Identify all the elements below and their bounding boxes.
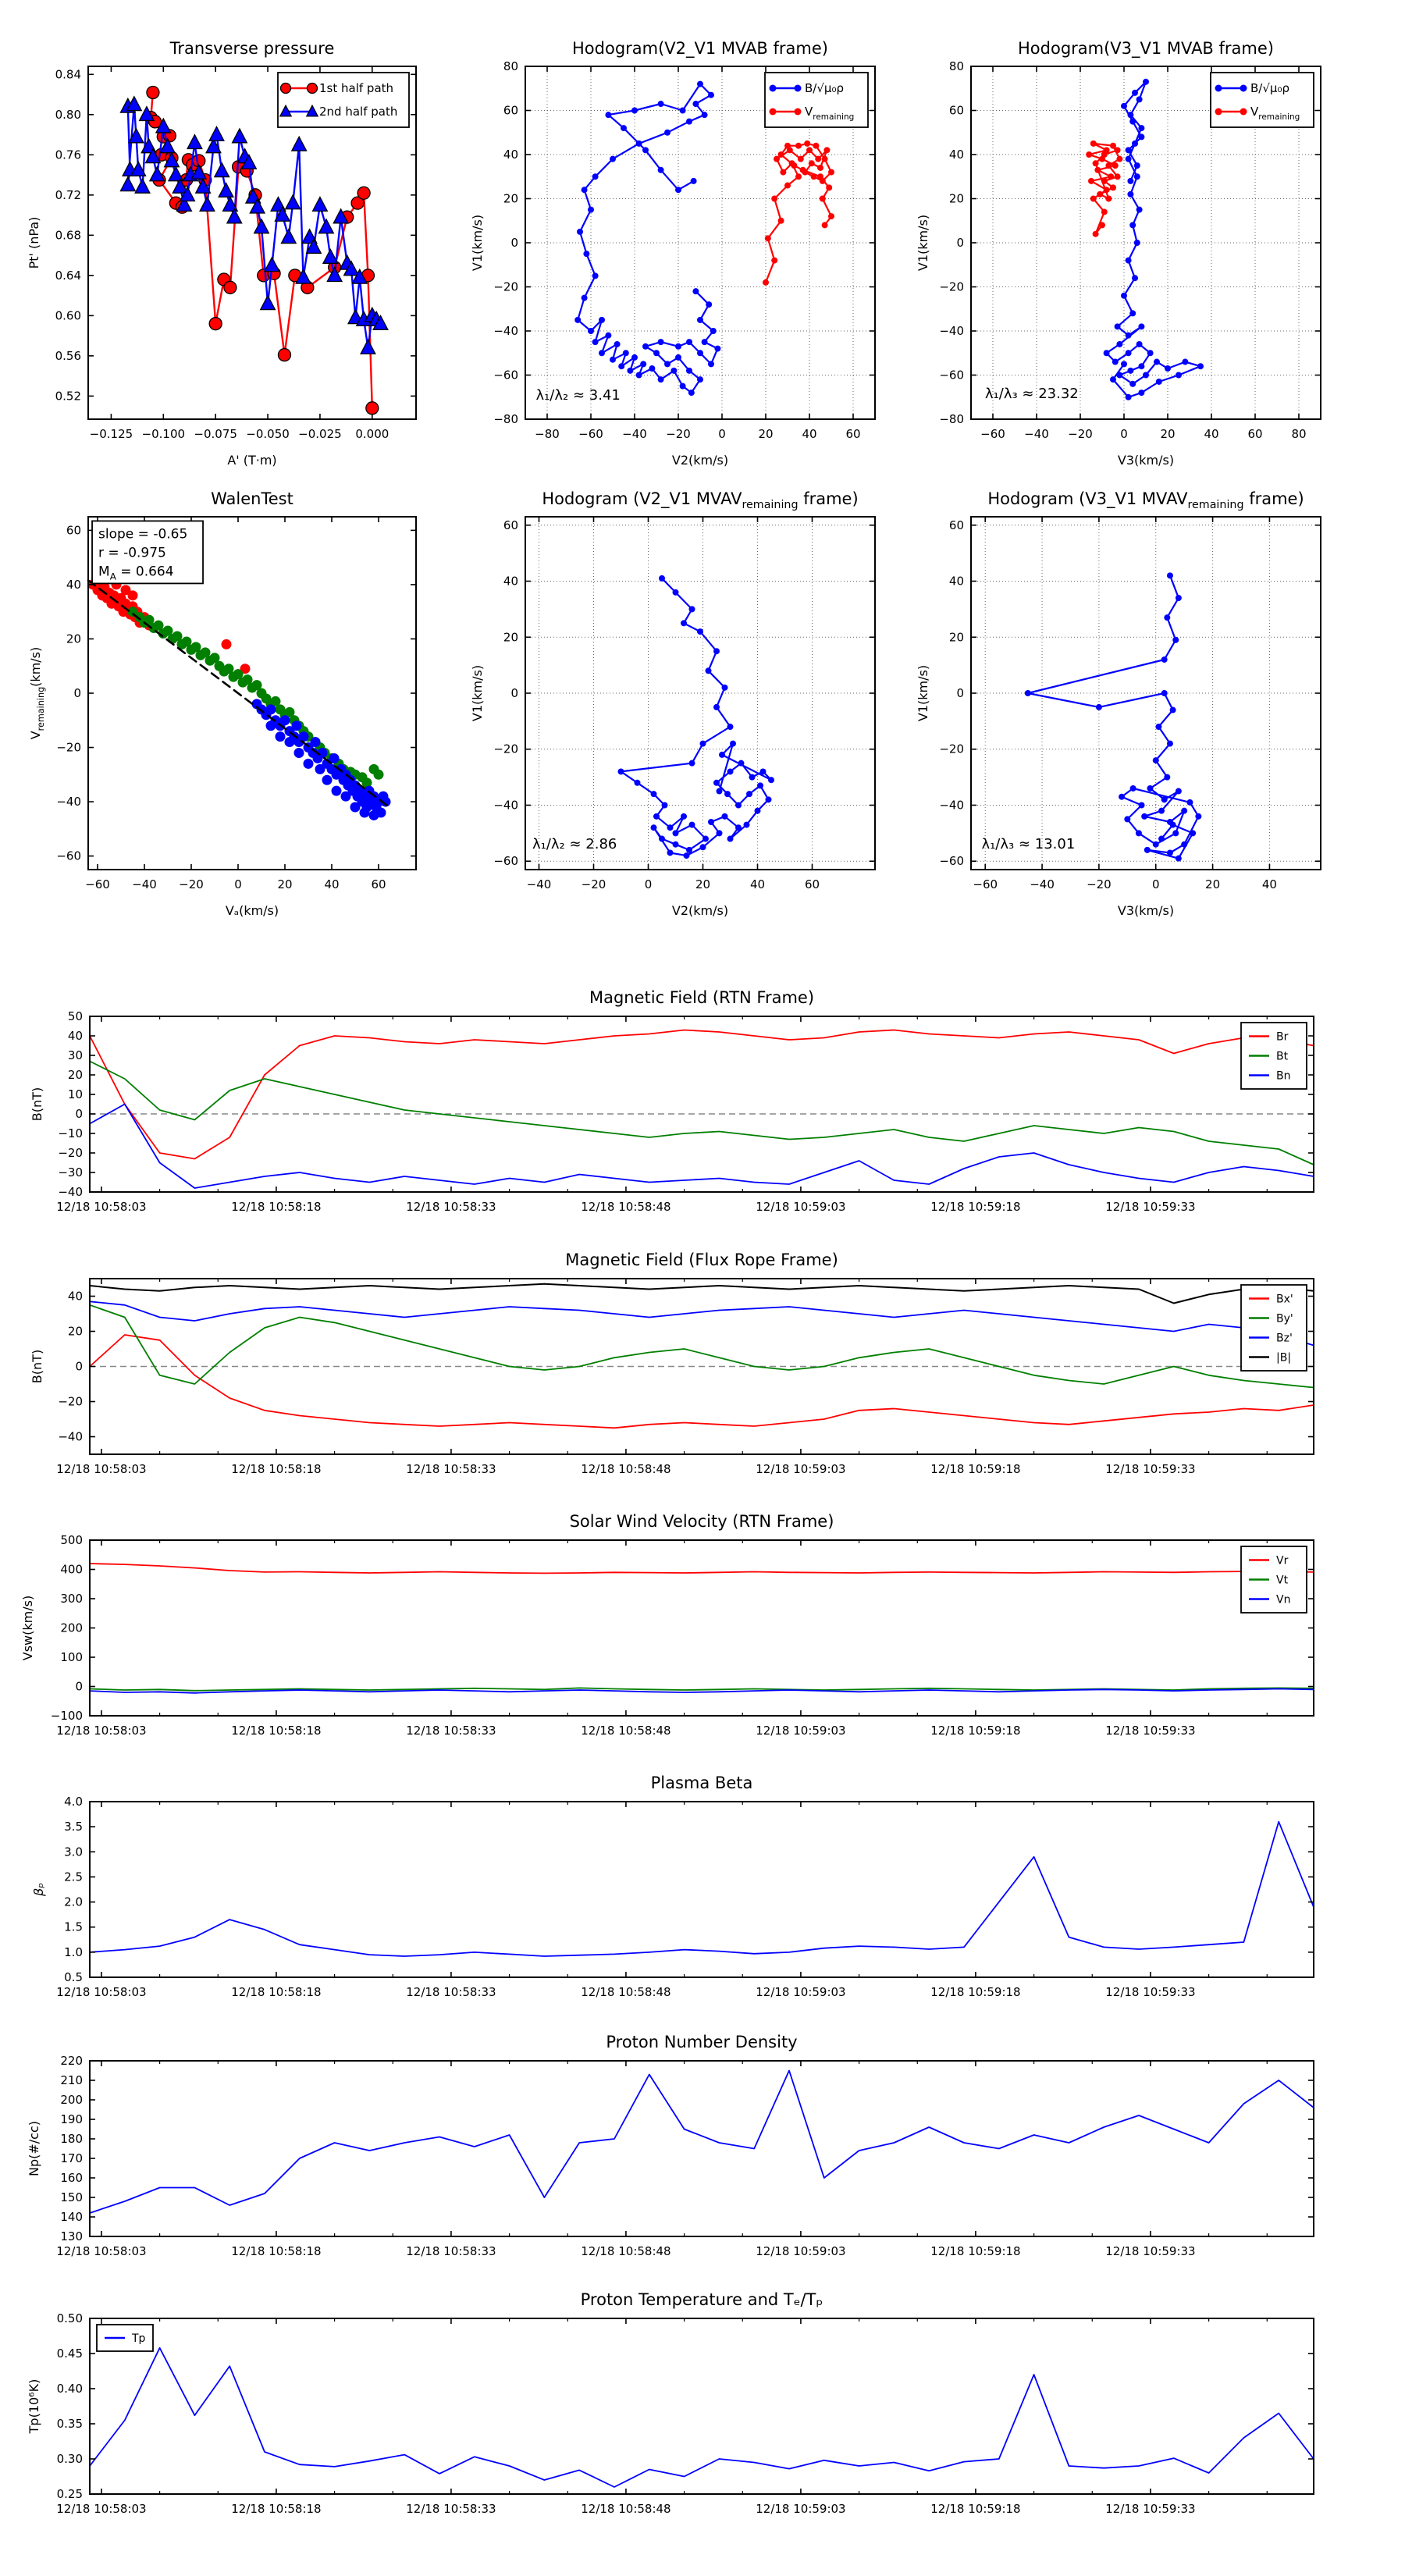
svg-text:0.25: 0.25 bbox=[56, 2487, 83, 2501]
svg-text:−0.100: −0.100 bbox=[141, 427, 186, 441]
series-v-remaining-path bbox=[618, 575, 775, 859]
svg-text:0: 0 bbox=[73, 686, 81, 700]
svg-text:40: 40 bbox=[1204, 427, 1219, 441]
svg-text:Vremaining: $V_{remaining}$ bbox=[1250, 105, 1300, 122]
svg-text:60: 60 bbox=[503, 518, 518, 532]
svg-text:V2(km/s): V2(km/s) bbox=[671, 903, 729, 918]
series-layer bbox=[90, 1564, 1314, 1693]
svg-text:170: 170 bbox=[60, 2151, 83, 2165]
chart-title-magnetic-field-rtn: Magnetic Field (RTN Frame) bbox=[589, 988, 815, 1007]
chart-proton-number-density bbox=[27, 2054, 1314, 2258]
svg-text:40: 40 bbox=[67, 1289, 83, 1304]
svg-text:12/18 10:58:18: 12/18 10:58:18 bbox=[231, 1724, 322, 1738]
svg-text:12/18 10:58:18: 12/18 10:58:18 bbox=[231, 2502, 322, 2516]
svg-text:B/√μ₀ρ: B/√μ₀ρ bbox=[805, 81, 844, 95]
svg-text:0: 0 bbox=[510, 236, 518, 250]
series-second-half-points bbox=[252, 699, 391, 820]
svg-text:−0.125: −0.125 bbox=[89, 427, 133, 441]
svg-text:0.5: 0.5 bbox=[64, 1970, 83, 1984]
svg-text:12/18 10:58:03: 12/18 10:58:03 bbox=[56, 1200, 147, 1214]
svg-text:0.45: 0.45 bbox=[56, 2347, 83, 2361]
series-v-remaining bbox=[763, 141, 834, 286]
svg-text:−40: −40 bbox=[56, 795, 81, 809]
tick-labels bbox=[56, 1795, 1195, 1999]
svg-text:V1(km/s): V1(km/s) bbox=[916, 664, 930, 722]
svg-text:λ₁/λ₂ ≈ 2.86: λ₁/λ₂ ≈ 2.86 bbox=[532, 835, 617, 852]
svg-text:0.000: 0.000 bbox=[355, 427, 389, 441]
svg-text:0: 0 bbox=[75, 1679, 83, 1694]
svg-text:12/18 10:59:18: 12/18 10:59:18 bbox=[930, 1462, 1021, 1476]
svg-text:60: 60 bbox=[1247, 427, 1263, 441]
svg-text:0.68: 0.68 bbox=[55, 228, 81, 243]
svg-text:−80: −80 bbox=[939, 412, 964, 426]
svg-text:−40: −40 bbox=[132, 877, 157, 891]
svg-text:λ₁/λ₃ ≈ 13.01: λ₁/λ₃ ≈ 13.01 bbox=[981, 835, 1076, 852]
legend bbox=[1211, 73, 1314, 127]
svg-text:0: 0 bbox=[510, 686, 518, 700]
legend bbox=[1241, 1546, 1307, 1613]
svg-text:Bt: Bt bbox=[1276, 1050, 1289, 1063]
svg-text:40: 40 bbox=[503, 148, 518, 162]
svg-text:400: 400 bbox=[60, 1562, 83, 1577]
svg-text:12/18 10:59:18: 12/18 10:59:18 bbox=[930, 1200, 1021, 1214]
svg-text:3.5: 3.5 bbox=[64, 1820, 83, 1834]
svg-text:Vn: Vn bbox=[1276, 1593, 1291, 1606]
axes-frame bbox=[90, 1016, 1314, 1192]
svg-text:12/18 10:59:33: 12/18 10:59:33 bbox=[1105, 2244, 1196, 2258]
series-layer bbox=[90, 1030, 1314, 1189]
chart-hodogram-v2v1-mvab bbox=[470, 59, 875, 468]
svg-text:−40: −40 bbox=[939, 798, 964, 813]
svg-text:V1(km/s): V1(km/s) bbox=[470, 214, 485, 272]
series-B-magnitude bbox=[90, 1284, 1314, 1304]
svg-text:12/18 10:59:33: 12/18 10:59:33 bbox=[1105, 2502, 1196, 2516]
series-v-remaining bbox=[1086, 141, 1122, 237]
svg-text:−20: −20 bbox=[58, 1146, 83, 1160]
svg-text:12/18 10:58:33: 12/18 10:58:33 bbox=[406, 1985, 496, 1999]
svg-text:40: 40 bbox=[948, 574, 964, 589]
svg-text:|B|: |B| bbox=[1276, 1351, 1292, 1364]
svg-text:−60: −60 bbox=[493, 368, 518, 382]
series-alfven-velocity bbox=[1104, 79, 1204, 400]
svg-text:Bz': Bz' bbox=[1276, 1332, 1293, 1345]
svg-text:4.0: 4.0 bbox=[64, 1795, 83, 1809]
svg-text:12/18 10:58:33: 12/18 10:58:33 bbox=[406, 1462, 496, 1476]
svg-text:−30: −30 bbox=[58, 1165, 83, 1179]
svg-text:−40: −40 bbox=[493, 798, 518, 813]
svg-text:−60: −60 bbox=[578, 427, 603, 441]
series-beta-p bbox=[90, 1822, 1314, 1956]
series-Bx-prime bbox=[90, 1335, 1314, 1428]
svg-text:12/18 10:59:18: 12/18 10:59:18 bbox=[930, 1724, 1021, 1738]
svg-text:Br: Br bbox=[1276, 1030, 1289, 1044]
svg-text:0.35: 0.35 bbox=[56, 2417, 83, 2431]
svg-text:20: 20 bbox=[1205, 877, 1221, 891]
svg-text:−20: −20 bbox=[1087, 877, 1112, 891]
svg-text:1st half path: 1st half path bbox=[319, 81, 394, 95]
svg-text:180: 180 bbox=[60, 2132, 83, 2146]
svg-text:Vt: Vt bbox=[1276, 1574, 1289, 1587]
svg-text:−20: −20 bbox=[493, 742, 518, 756]
svg-text:0.30: 0.30 bbox=[56, 2452, 83, 2466]
chart-title-solar-wind-velocity: Solar Wind Velocity (RTN Frame) bbox=[569, 1512, 834, 1531]
svg-text:40: 40 bbox=[67, 1029, 83, 1043]
svg-text:60: 60 bbox=[948, 103, 964, 118]
series-Bn bbox=[90, 1105, 1314, 1189]
svg-text:12/18 10:58:03: 12/18 10:58:03 bbox=[56, 1724, 147, 1738]
svg-text:60: 60 bbox=[948, 518, 964, 532]
svg-text:0.80: 0.80 bbox=[55, 107, 81, 122]
svg-text:Vremaining: $V_{remaining}$ bbox=[805, 105, 855, 122]
tick-labels bbox=[56, 1290, 1195, 1477]
svg-text:0.40: 0.40 bbox=[56, 2382, 83, 2396]
svg-text:B(nT): B(nT) bbox=[30, 1349, 44, 1384]
svg-text:V3(km/s): V3(km/s) bbox=[1117, 903, 1175, 918]
svg-text:−60: −60 bbox=[939, 368, 964, 382]
svg-text:50: 50 bbox=[67, 1009, 83, 1023]
series-layer bbox=[574, 81, 834, 397]
svg-text:12/18 10:58:18: 12/18 10:58:18 bbox=[231, 1985, 322, 1999]
svg-text:By': By' bbox=[1276, 1312, 1293, 1325]
svg-text:12/18 10:58:18: 12/18 10:58:18 bbox=[231, 1200, 322, 1214]
svg-text:60: 60 bbox=[371, 877, 386, 891]
svg-text:−60: −60 bbox=[973, 877, 998, 891]
svg-text:220: 220 bbox=[60, 2054, 83, 2068]
stats-box bbox=[92, 521, 203, 583]
svg-text:Tp: Tp bbox=[132, 2332, 146, 2345]
legend bbox=[1241, 1023, 1307, 1089]
svg-text:−60: −60 bbox=[56, 849, 81, 863]
svg-text:140: 140 bbox=[60, 2210, 83, 2224]
chart-hodogram-v3v1-mvav bbox=[916, 517, 1321, 918]
series-Vr bbox=[90, 1564, 1314, 1573]
svg-text:Bx': Bx' bbox=[1276, 1293, 1293, 1306]
svg-text:12/18 10:59:33: 12/18 10:59:33 bbox=[1105, 1724, 1196, 1738]
series-first-half-points bbox=[88, 574, 251, 674]
svg-text:0: 0 bbox=[644, 877, 653, 891]
tick-labels bbox=[56, 2054, 1195, 2258]
chart-title-proton-temperature: Proton Temperature and Tₑ/Tₚ bbox=[580, 2290, 823, 2309]
svg-text:−40: −40 bbox=[622, 427, 647, 441]
series-Br bbox=[90, 1030, 1314, 1159]
chart-solar-wind-velocity bbox=[20, 1533, 1314, 1738]
svg-text:1.0: 1.0 bbox=[64, 1944, 83, 1959]
svg-text:0: 0 bbox=[1120, 427, 1128, 441]
svg-text:−60: −60 bbox=[939, 854, 964, 869]
series-layer bbox=[1025, 572, 1202, 861]
svg-text:Vremaining(km/s): $V_{remaining}(km/s)$ bbox=[28, 646, 46, 740]
svg-text:40: 40 bbox=[749, 877, 766, 891]
svg-text:A' (T·m): A' (T·m) bbox=[227, 453, 277, 468]
svg-text:150: 150 bbox=[60, 2190, 83, 2204]
svg-text:10: 10 bbox=[67, 1087, 83, 1101]
svg-text:130: 130 bbox=[60, 2229, 83, 2243]
svg-text:V2(km/s): V2(km/s) bbox=[671, 453, 729, 468]
svg-text:12/18 10:58:03: 12/18 10:58:03 bbox=[56, 2244, 147, 2258]
svg-text:12/18 10:59:03: 12/18 10:59:03 bbox=[756, 1462, 846, 1476]
svg-text:60: 60 bbox=[845, 427, 861, 441]
svg-text:100: 100 bbox=[60, 1650, 83, 1664]
chart-title-plasma-beta: Plasma Beta bbox=[650, 1774, 753, 1792]
svg-text:200: 200 bbox=[60, 1621, 83, 1635]
svg-text:20: 20 bbox=[67, 1068, 83, 1082]
svg-text:12/18 10:59:33: 12/18 10:59:33 bbox=[1105, 1462, 1196, 1476]
svg-text:12/18 10:59:18: 12/18 10:59:18 bbox=[930, 1985, 1021, 1999]
svg-text:0.60: 0.60 bbox=[55, 308, 81, 323]
svg-text:12/18 10:58:18: 12/18 10:58:18 bbox=[231, 1462, 322, 1476]
grid bbox=[525, 517, 875, 870]
svg-text:−20: −20 bbox=[493, 279, 518, 294]
legend bbox=[1241, 1285, 1307, 1371]
svg-text:20: 20 bbox=[695, 877, 711, 891]
svg-text:slope = -0.65: slope = -0.65 bbox=[98, 526, 188, 543]
svg-text:40: 40 bbox=[948, 148, 964, 162]
svg-text:12/18 10:59:33: 12/18 10:59:33 bbox=[1105, 1200, 1196, 1214]
svg-text:0.76: 0.76 bbox=[55, 148, 81, 162]
svg-text:−40: −40 bbox=[58, 1429, 83, 1444]
svg-text:20: 20 bbox=[948, 630, 964, 645]
svg-text:12/18 10:58:33: 12/18 10:58:33 bbox=[406, 1724, 496, 1738]
svg-text:2nd half path: 2nd half path bbox=[319, 105, 398, 119]
svg-text:80: 80 bbox=[1291, 427, 1307, 441]
svg-text:20: 20 bbox=[758, 427, 774, 441]
series-layer bbox=[618, 575, 775, 859]
chart-plasma-beta bbox=[31, 1795, 1314, 1999]
series-layer bbox=[90, 2348, 1314, 2487]
svg-text:V1(km/s): V1(km/s) bbox=[916, 214, 930, 272]
svg-text:20: 20 bbox=[503, 630, 518, 645]
svg-text:40: 40 bbox=[503, 574, 518, 589]
svg-text:−60: −60 bbox=[85, 877, 110, 891]
svg-text:−40: −40 bbox=[1024, 427, 1049, 441]
svg-text:−100: −100 bbox=[50, 1709, 83, 1723]
svg-text:190: 190 bbox=[60, 2112, 83, 2126]
svg-text:MA = 0.664: $M_A = 0.664$ bbox=[98, 564, 174, 582]
chart-title-hodogram-v2v1-mvab: Hodogram(V2_V1 MVAB frame) bbox=[572, 39, 828, 58]
legend bbox=[278, 73, 409, 127]
svg-text:−0.050: −0.050 bbox=[246, 427, 290, 441]
svg-text:−20: −20 bbox=[939, 279, 964, 294]
svg-text:12/18 10:58:33: 12/18 10:58:33 bbox=[406, 1200, 496, 1214]
svg-text:80: 80 bbox=[948, 59, 964, 73]
svg-text:0: 0 bbox=[75, 1107, 83, 1121]
svg-text:12/18 10:58:33: 12/18 10:58:33 bbox=[406, 2244, 496, 2258]
svg-text:60: 60 bbox=[66, 523, 81, 538]
chart-magnetic-field-flux-rope bbox=[30, 1279, 1314, 1476]
svg-text:Vr: Vr bbox=[1276, 1554, 1289, 1567]
svg-text:0.84: 0.84 bbox=[55, 67, 81, 82]
chart-proton-temperature bbox=[27, 2311, 1314, 2516]
series-layer bbox=[90, 1822, 1314, 1956]
svg-text:12/18 10:58:48: 12/18 10:58:48 bbox=[581, 2244, 671, 2258]
svg-text:12/18 10:58:03: 12/18 10:58:03 bbox=[56, 1462, 147, 1476]
svg-text:60: 60 bbox=[804, 877, 820, 891]
svg-text:βₚ: βₚ bbox=[31, 1882, 46, 1897]
chart-hodogram-v2v1-mvav bbox=[470, 517, 875, 918]
series-Np bbox=[90, 2071, 1314, 2214]
svg-text:40: 40 bbox=[66, 577, 81, 592]
svg-text:−40: −40 bbox=[526, 877, 552, 891]
svg-text:0.64: 0.64 bbox=[55, 268, 81, 283]
chart-title-hodogram-v2v1-mvav: Hodogram (V2_V1 $MVAV_{remaining}$ frame) bbox=[542, 489, 859, 512]
svg-text:12/18 10:58:18: 12/18 10:58:18 bbox=[231, 2244, 322, 2258]
svg-text:0: 0 bbox=[75, 1359, 83, 1374]
svg-text:Vₐ(km/s): Vₐ(km/s) bbox=[225, 903, 279, 918]
svg-text:0.52: 0.52 bbox=[55, 389, 81, 404]
svg-text:0.56: 0.56 bbox=[55, 348, 81, 363]
series-Bz-prime bbox=[90, 1301, 1314, 1345]
chart-transverse-pressure bbox=[27, 66, 416, 468]
tick-labels bbox=[51, 1533, 1196, 1738]
svg-text:0: 0 bbox=[234, 877, 242, 891]
series-layer bbox=[1086, 79, 1204, 400]
svg-text:Bn: Bn bbox=[1276, 1069, 1291, 1083]
svg-text:0: 0 bbox=[1151, 877, 1160, 891]
svg-text:12/18 10:58:03: 12/18 10:58:03 bbox=[56, 2502, 147, 2516]
svg-text:20: 20 bbox=[948, 191, 964, 206]
chart-hodogram-v3v1-mvab bbox=[916, 59, 1321, 468]
svg-text:−60: −60 bbox=[493, 854, 518, 869]
chart-title-walen-test: WalenTest bbox=[211, 489, 293, 508]
series-By-prime bbox=[90, 1305, 1314, 1388]
svg-text:12/18 10:59:18: 12/18 10:59:18 bbox=[930, 2244, 1021, 2258]
svg-text:−20: −20 bbox=[581, 877, 606, 891]
chart-title-hodogram-v3v1-mvav: Hodogram (V3_V1 $MVAV_{remaining}$ frame) bbox=[987, 489, 1304, 512]
svg-text:−0.025: −0.025 bbox=[298, 427, 342, 441]
svg-text:−40: −40 bbox=[493, 324, 518, 338]
svg-text:0: 0 bbox=[956, 236, 964, 250]
chart-magnetic-field-rtn bbox=[30, 1009, 1314, 1214]
svg-text:40: 40 bbox=[1261, 877, 1277, 891]
svg-text:20: 20 bbox=[503, 191, 518, 206]
series-layer bbox=[90, 2071, 1314, 2214]
svg-text:20: 20 bbox=[1160, 427, 1176, 441]
svg-text:12/18 10:59:03: 12/18 10:59:03 bbox=[756, 1200, 846, 1214]
svg-text:12/18 10:58:48: 12/18 10:58:48 bbox=[581, 2502, 671, 2516]
svg-text:−60: −60 bbox=[980, 427, 1005, 441]
svg-text:0: 0 bbox=[956, 686, 964, 700]
svg-text:30: 30 bbox=[67, 1048, 83, 1062]
chart-title-magnetic-field-flux-rope: Magnetic Field (Flux Rope Frame) bbox=[565, 1251, 838, 1269]
svg-text:−10: −10 bbox=[58, 1126, 83, 1140]
svg-text:−20: −20 bbox=[666, 427, 691, 441]
series-alfven-velocity bbox=[574, 81, 720, 397]
svg-text:−40: −40 bbox=[58, 1185, 83, 1199]
svg-text:−40: −40 bbox=[939, 324, 964, 338]
svg-text:−80: −80 bbox=[535, 427, 560, 441]
svg-text:−20: −20 bbox=[56, 740, 81, 755]
svg-text:12/18 10:58:48: 12/18 10:58:48 bbox=[581, 1724, 671, 1738]
svg-text:r = -0.975: r = -0.975 bbox=[98, 545, 166, 561]
svg-text:Tp(10⁶K): Tp(10⁶K) bbox=[27, 2379, 41, 2434]
svg-text:−80: −80 bbox=[493, 412, 518, 426]
svg-text:λ₁/λ₃ ≈ 23.32: λ₁/λ₃ ≈ 23.32 bbox=[984, 385, 1079, 402]
svg-text:12/18 10:58:48: 12/18 10:58:48 bbox=[581, 1462, 671, 1476]
svg-text:2.0: 2.0 bbox=[64, 1895, 83, 1909]
series-Bt bbox=[90, 1062, 1314, 1165]
series-layer bbox=[88, 574, 391, 820]
svg-text:12/18 10:59:33: 12/18 10:59:33 bbox=[1105, 1985, 1196, 1999]
svg-text:1.5: 1.5 bbox=[64, 1920, 83, 1934]
chart-title-hodogram-v3v1-mvab: Hodogram(V3_V1 MVAB frame) bbox=[1018, 39, 1274, 58]
svg-text:12/18 10:59:18: 12/18 10:59:18 bbox=[930, 2502, 1021, 2516]
axes-frame bbox=[90, 2061, 1314, 2236]
svg-text:12/18 10:58:48: 12/18 10:58:48 bbox=[581, 1200, 671, 1214]
svg-text:0.50: 0.50 bbox=[56, 2311, 83, 2325]
svg-text:V3(km/s): V3(km/s) bbox=[1117, 453, 1175, 468]
svg-text:12/18 10:59:03: 12/18 10:59:03 bbox=[756, 2502, 846, 2516]
svg-text:Np(#/cc): Np(#/cc) bbox=[27, 2121, 41, 2176]
svg-text:−20: −20 bbox=[939, 742, 964, 756]
svg-text:−20: −20 bbox=[58, 1394, 83, 1409]
svg-text:210: 210 bbox=[60, 2073, 83, 2087]
series-middle-points bbox=[128, 607, 384, 788]
svg-text:40: 40 bbox=[802, 427, 817, 441]
svg-text:160: 160 bbox=[60, 2171, 83, 2185]
chart-title-transverse-pressure: Transverse pressure bbox=[169, 39, 335, 58]
svg-text:−40: −40 bbox=[1030, 877, 1055, 891]
svg-text:20: 20 bbox=[277, 877, 293, 891]
svg-text:λ₁/λ₂ ≈ 3.41: λ₁/λ₂ ≈ 3.41 bbox=[535, 387, 621, 404]
legend bbox=[97, 2325, 153, 2351]
series-first-half-path bbox=[144, 86, 379, 414]
svg-text:12/18 10:58:33: 12/18 10:58:33 bbox=[406, 2502, 496, 2516]
legend bbox=[765, 73, 868, 127]
series-v-remaining-path bbox=[1025, 572, 1202, 861]
chart-walen-test bbox=[28, 517, 416, 918]
svg-text:−0.075: −0.075 bbox=[194, 427, 237, 441]
series-Tp bbox=[90, 2348, 1314, 2487]
svg-text:B(nT): B(nT) bbox=[30, 1087, 44, 1122]
svg-text:300: 300 bbox=[60, 1592, 83, 1606]
tick-labels bbox=[56, 2311, 1195, 2516]
svg-text:Pt' (nPa): Pt' (nPa) bbox=[27, 216, 41, 269]
svg-text:500: 500 bbox=[60, 1533, 83, 1547]
svg-text:200: 200 bbox=[60, 2093, 83, 2107]
svg-text:V1(km/s): V1(km/s) bbox=[470, 664, 485, 722]
svg-text:40: 40 bbox=[324, 877, 340, 891]
svg-text:12/18 10:59:03: 12/18 10:59:03 bbox=[756, 1724, 846, 1738]
svg-text:60: 60 bbox=[503, 103, 518, 118]
series-layer bbox=[90, 1284, 1314, 1429]
svg-text:Vsw(km/s): Vsw(km/s) bbox=[20, 1595, 35, 1661]
svg-text:2.5: 2.5 bbox=[64, 1870, 83, 1884]
svg-text:0: 0 bbox=[718, 427, 726, 441]
svg-text:80: 80 bbox=[503, 59, 518, 73]
svg-text:−20: −20 bbox=[1068, 427, 1093, 441]
svg-text:B/√μ₀ρ: B/√μ₀ρ bbox=[1250, 81, 1289, 95]
svg-text:3.0: 3.0 bbox=[64, 1845, 83, 1859]
chart-title-proton-number-density: Proton Number Density bbox=[606, 2033, 798, 2051]
svg-text:12/18 10:59:03: 12/18 10:59:03 bbox=[756, 2244, 846, 2258]
svg-text:20: 20 bbox=[67, 1324, 83, 1339]
svg-text:12/18 10:58:03: 12/18 10:58:03 bbox=[56, 1985, 147, 1999]
svg-text:20: 20 bbox=[66, 632, 81, 646]
series-layer bbox=[120, 86, 387, 414]
svg-text:−20: −20 bbox=[179, 877, 204, 891]
svg-text:12/18 10:58:48: 12/18 10:58:48 bbox=[581, 1985, 671, 1999]
svg-text:0.72: 0.72 bbox=[55, 187, 81, 202]
svg-text:12/18 10:59:03: 12/18 10:59:03 bbox=[756, 1985, 846, 1999]
